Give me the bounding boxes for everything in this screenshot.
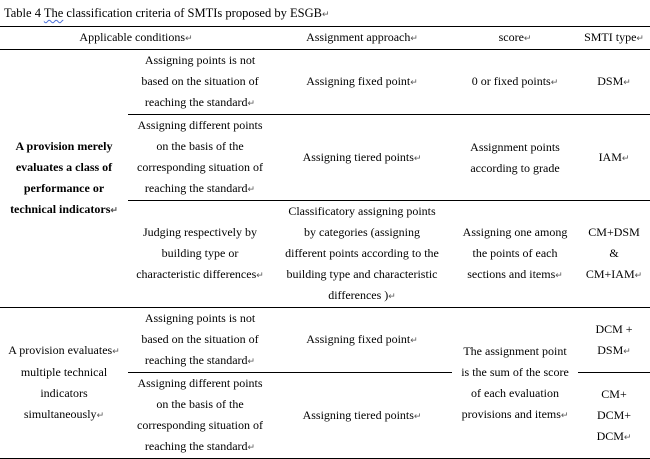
g1-r3-type: CM+DSM & CM+IAM↵ — [578, 201, 650, 308]
header-conditions: Applicable conditions↵ — [0, 27, 272, 50]
table-row — [0, 308, 650, 373]
caption-prefix: Table 4 — [4, 6, 44, 20]
g2-r2-condition: Assigning different points on the basis of the corresponding situation of reaching the standard↵ — [128, 373, 272, 459]
g1-r1-type: DSM↵ — [578, 50, 650, 115]
caption-the: The — [43, 6, 64, 20]
g1-r1-approach: Assigning fixed point↵ — [272, 50, 452, 115]
g1-r2-score: Assignment points according to grade — [452, 115, 578, 201]
g2-r1-type: DCM + DSM↵ — [578, 308, 650, 373]
g1-r1-score: 0 or fixed points↵ — [452, 50, 578, 115]
group-2-label: A provision evaluates↵ multiple technical indicators simultaneously↵ — [0, 308, 128, 459]
header-type: SMTI type↵ — [578, 27, 650, 50]
table-header-row — [0, 27, 650, 50]
header-score: score↵ — [452, 27, 578, 50]
caption-rest: classification criteria of SMTIs proposed by ESGB — [63, 6, 322, 20]
g1-r3-approach: Classificatory assigning points by categories (assigning different points according to the building type and characteristic differences )↵ — [272, 201, 452, 308]
g1-r2-approach: Assigning tiered points↵ — [272, 115, 452, 201]
g1-r2-type: IAM↵ — [578, 115, 650, 201]
g1-r3-score: Assigning one among the points of each sections and items↵ — [452, 201, 578, 308]
table-caption: Table 4 The classification criteria of SMTIs proposed by ESGB↵ — [4, 6, 330, 20]
g1-r3-condition: Judging respectively by building type or characteristic differences↵ — [128, 201, 272, 308]
g2-r1-approach: Assigning fixed point↵ — [272, 308, 452, 373]
classification-table — [0, 26, 650, 459]
g1-r1-condition: Assigning points is not based on the situation of reaching the standard↵ — [128, 50, 272, 115]
g2-r1-condition: Assigning points is not based on the situation of reaching the standard↵ — [128, 308, 272, 373]
g2-shared-score: The assignment point is the sum of the score of each evaluation provisions and items↵ — [452, 308, 578, 459]
table-row — [0, 50, 650, 115]
g2-r2-approach: Assigning tiered points↵ — [272, 373, 452, 459]
header-approach: Assignment approach↵ — [272, 27, 452, 50]
g1-r2-condition: Assigning different points on the basis of the corresponding situation of reaching the standard↵ — [128, 115, 272, 201]
g2-r2-type: CM+ DCM+ DCM↵ — [578, 373, 650, 459]
group-1-label: A provision merely evaluates a class of performance or technical indicators↵ — [0, 50, 128, 308]
